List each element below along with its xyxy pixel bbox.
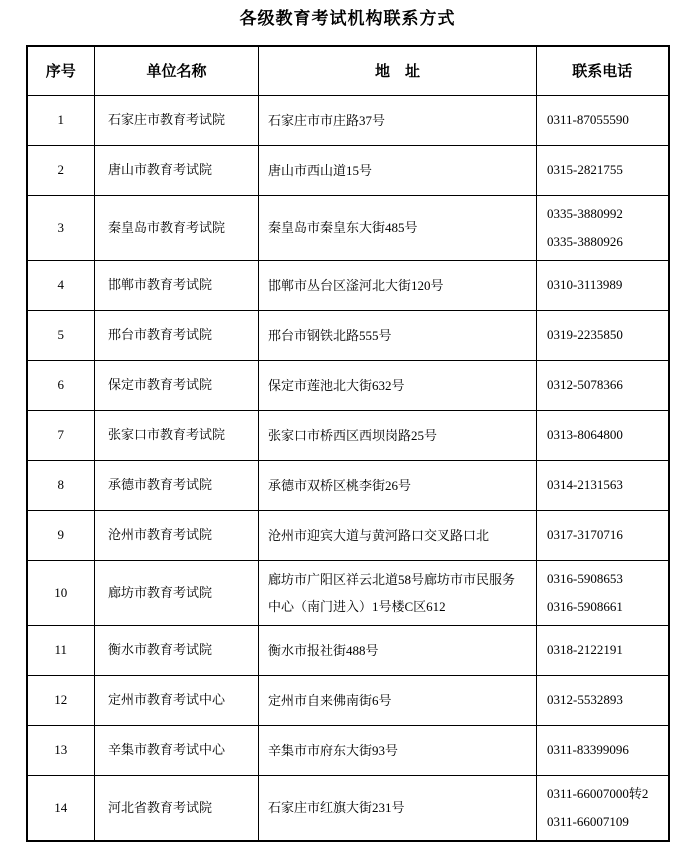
table-row xyxy=(27,675,669,725)
cell-address: 石家庄市红旗大街231号 xyxy=(259,775,537,841)
cell-phones xyxy=(537,195,669,260)
phone-number: 0335-3880926 xyxy=(547,233,623,249)
cell-address: 定州市自来佛南街6号 xyxy=(259,675,537,725)
cell-address: 沧州市迎宾大道与黄河路口交叉路口北 xyxy=(259,510,537,560)
cell-phones xyxy=(537,775,669,841)
cell-address: 保定市莲池北大街632号 xyxy=(259,360,537,410)
cell-address: 唐山市西山道15号 xyxy=(259,145,537,195)
cell-unit-name: 邯郸市教育考试院 xyxy=(95,260,259,310)
header-serial-number: 序号 xyxy=(27,46,95,95)
phone-number: 0311-66007000转2 xyxy=(547,785,649,801)
table-row xyxy=(27,775,669,841)
phone-number: 0316-5908661 xyxy=(547,598,623,614)
phone-number: 0314-2131563 xyxy=(547,477,623,492)
header-phone: 联系电话 xyxy=(537,46,669,95)
cell-unit-name: 邢台市教育考试院 xyxy=(95,310,259,360)
phone-number: 0312-5078366 xyxy=(547,377,623,392)
cell-unit-name: 沧州市教育考试院 xyxy=(95,510,259,560)
cell-phones xyxy=(537,725,669,775)
cell-unit-name: 承德市教育考试院 xyxy=(95,460,259,510)
table-row xyxy=(27,510,669,560)
cell-serial-number: 7 xyxy=(27,410,95,460)
cell-phones xyxy=(537,410,669,460)
table-row xyxy=(27,725,669,775)
cell-address: 承德市双桥区桃李街26号 xyxy=(259,460,537,510)
header-unit-name: 单位名称 xyxy=(95,46,259,95)
cell-serial-number: 1 xyxy=(27,95,95,145)
table-row xyxy=(27,145,669,195)
cell-phones xyxy=(537,460,669,510)
cell-address: 秦皇岛市秦皇东大街485号 xyxy=(259,195,537,260)
phone-number: 0318-2122191 xyxy=(547,642,623,657)
table-header xyxy=(27,46,669,95)
cell-unit-name: 定州市教育考试中心 xyxy=(95,675,259,725)
phone-number: 0316-5908653 xyxy=(547,570,623,586)
table-body xyxy=(27,95,669,841)
phone-number: 0317-3170716 xyxy=(547,527,623,542)
cell-unit-name: 张家口市教育考试院 xyxy=(95,410,259,460)
table-row xyxy=(27,460,669,510)
header-row xyxy=(27,46,669,95)
cell-serial-number: 11 xyxy=(27,625,95,675)
cell-address: 邯郸市丛台区滏河北大街120号 xyxy=(259,260,537,310)
page-title: 各级教育考试机构联系方式 xyxy=(239,9,456,28)
phone-number: 0311-87055590 xyxy=(547,112,629,127)
cell-phones xyxy=(537,360,669,410)
cell-address: 张家口市桥西区西坝岗路25号 xyxy=(259,410,537,460)
phone-number: 0310-3113989 xyxy=(547,277,623,292)
cell-serial-number: 14 xyxy=(27,775,95,841)
phone-number: 0312-5532893 xyxy=(547,692,623,707)
cell-phones xyxy=(537,145,669,195)
table-row xyxy=(27,560,669,625)
phone-number: 0311-83399096 xyxy=(547,742,629,757)
table-row xyxy=(27,195,669,260)
cell-unit-name: 辛集市教育考试中心 xyxy=(95,725,259,775)
table-row xyxy=(27,410,669,460)
cell-unit-name: 石家庄市教育考试院 xyxy=(95,95,259,145)
cell-serial-number: 13 xyxy=(27,725,95,775)
cell-unit-name: 河北省教育考试院 xyxy=(95,775,259,841)
cell-phones xyxy=(537,675,669,725)
cell-phones xyxy=(537,310,669,360)
contact-table xyxy=(26,45,670,842)
table-row xyxy=(27,360,669,410)
cell-unit-name: 衡水市教育考试院 xyxy=(95,625,259,675)
cell-address: 辛集市市府东大街93号 xyxy=(259,725,537,775)
cell-unit-name: 秦皇岛市教育考试院 xyxy=(95,195,259,260)
phone-number: 0335-3880992 xyxy=(547,205,623,221)
cell-phones xyxy=(537,95,669,145)
phone-number: 0311-66007109 xyxy=(547,813,629,829)
cell-phones xyxy=(537,510,669,560)
table-row xyxy=(27,95,669,145)
phone-number: 0315-2821755 xyxy=(547,162,623,177)
phone-number: 0313-8064800 xyxy=(547,427,623,442)
cell-phones xyxy=(537,625,669,675)
cell-address: 廊坊市广阳区祥云北道58号廊坊市市民服务中心（南门进入）1号楼C区612 xyxy=(259,560,537,625)
table-row xyxy=(27,260,669,310)
cell-unit-name: 唐山市教育考试院 xyxy=(95,145,259,195)
cell-serial-number: 12 xyxy=(27,675,95,725)
cell-serial-number: 9 xyxy=(27,510,95,560)
cell-serial-number: 6 xyxy=(27,360,95,410)
cell-phones xyxy=(537,560,669,625)
table-row xyxy=(27,310,669,360)
cell-unit-name: 保定市教育考试院 xyxy=(95,360,259,410)
cell-address: 邢台市钢铁北路555号 xyxy=(259,310,537,360)
cell-address: 石家庄市市庄路37号 xyxy=(259,95,537,145)
cell-serial-number: 3 xyxy=(27,195,95,260)
cell-serial-number: 2 xyxy=(27,145,95,195)
header-address: 地 址 xyxy=(259,46,537,95)
cell-serial-number: 8 xyxy=(27,460,95,510)
cell-serial-number: 4 xyxy=(27,260,95,310)
cell-phones xyxy=(537,260,669,310)
cell-unit-name: 廊坊市教育考试院 xyxy=(95,560,259,625)
cell-serial-number: 10 xyxy=(27,560,95,625)
cell-address: 衡水市报社街488号 xyxy=(259,625,537,675)
phone-number: 0319-2235850 xyxy=(547,327,623,342)
cell-serial-number: 5 xyxy=(27,310,95,360)
table-row xyxy=(27,625,669,675)
